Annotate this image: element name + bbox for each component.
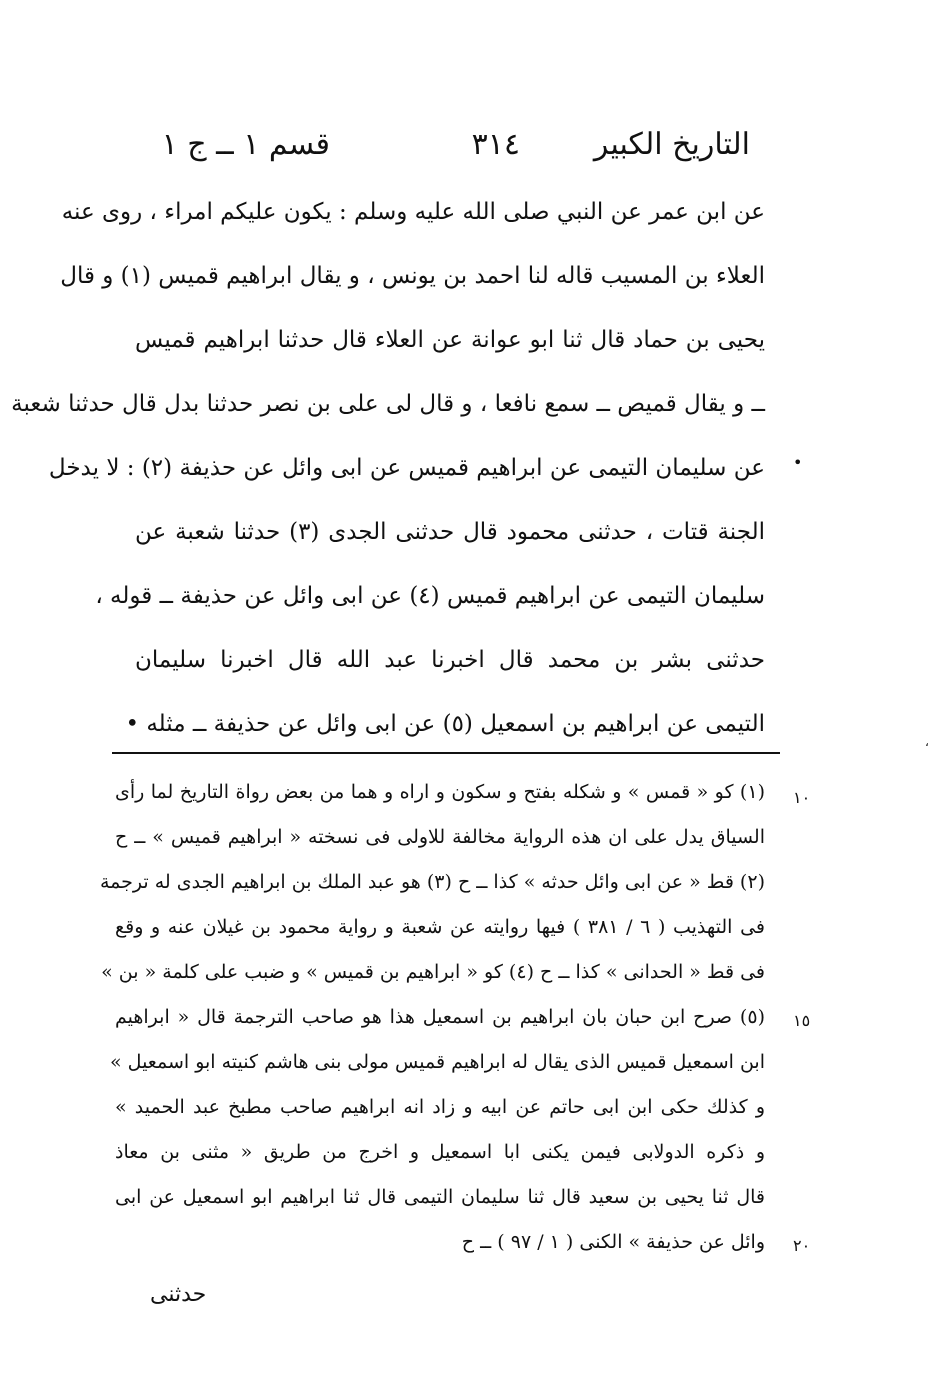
footnote-line: قال ثنا يحيى بن سعيد قال ثنا سليمان التيمى قال ثنا ابراهيم ابو اسمعيل عن ابى — [115, 1186, 765, 1208]
page-number: ٣١٤ — [471, 127, 520, 162]
line-number-20: ٢٠ — [793, 1236, 811, 1255]
book-title: التاريخ الكبير — [593, 127, 750, 162]
footnotes-block — [100, 770, 765, 1265]
line-number-15: ١٥ — [793, 1011, 811, 1030]
footnote-line: فى التهذيب ( ٦ / ٣٨١ ) فيها روايته عن شعبة و رواية محمود بن غيلان عنه و وقع — [115, 916, 765, 938]
footnote-line: (١) كو « قمس » و شكله بفتح و سكون و اراه و هما من بعض رواة التاريخ لما رأى — [115, 781, 765, 803]
text-line: سليمان التيمى عن ابراهيم قميس (٤) عن ابى وائل عن حذيفة ــ قوله ، — [95, 583, 765, 609]
footnote-line: و ذكره الدولابى فيمن يكنى ابا اسمعيل و اخرج من طريق « مثنى بن معاذ — [115, 1141, 765, 1163]
text-line: عن سليمان التيمى عن ابراهيم قميس عن ابى وائل عن حذيفة (٢) : لا يدخل — [48, 455, 765, 481]
text-line: ــ و يقال قميص ــ سمع نافعا ، و قال لى على بن نصر حدثنا بدل قال حدثنا شعبة — [11, 391, 765, 417]
margin-mark: ، — [925, 735, 929, 749]
footnote-line: (٥) صرح ابن حبان بان ابراهيم بن اسمعيل هذا هو صاحب الترجمة قال « ابراهيم — [115, 1006, 765, 1028]
margin-bullet: • — [793, 453, 803, 472]
footnote-line: و كذلك حكى ابن ابى حاتم عن ابيه و زاد انه ابراهيم صاحب مطبخ عبد الحميد » — [115, 1096, 765, 1118]
text-line: العلاء بن المسيب قاله لنا احمد بن يونس ، و يقال ابراهيم قميس (١) و قال — [60, 263, 765, 289]
page-header — [150, 120, 750, 170]
main-text-block — [11, 180, 765, 756]
text-line: يحيى بن حماد قال ثنا ابو عوانة عن العلاء قال حدثنا ابراهيم قميس — [135, 327, 765, 353]
footnote-line: فى قط « الحدانى » كذا ــ ح (٤) كو « ابراهيم بن قميس » و ضبب على كلمة « بن » — [101, 961, 765, 983]
footnote-line: ابن اسمعيل قميس الذى يقال له ابراهيم قميس مولى بنى هاشم كنيته ابو اسمعيل » — [110, 1051, 765, 1073]
footnote-line: (٢) قط « عن ابى وائل حدثه » كذا ــ ح (٣) هو عبد الملك بن ابراهيم الجدى له ترجمة — [100, 871, 765, 893]
text-line: الجنة قتات ، حدثنى محمود قال حدثنى الجدى (٣) حدثنا شعبة عن — [135, 519, 765, 545]
footnote-line: وائل عن حذيفة » الكنى ( ١ / ٩٧ ) ــ ح — [461, 1231, 765, 1253]
section-volume-label: قسم ١ ــ ج ١ — [161, 127, 330, 162]
text-line: عن ابن عمر عن النبي صلى الله عليه وسلم : يكون عليكم امراء ، روى عنه — [61, 199, 765, 225]
footnote-line: السياق يدل على ان هذه الرواية مخالفة للاولى فى نسخته « ابراهيم قميس » ــ ح — [115, 826, 765, 848]
line-number-10: ١٠ — [793, 788, 811, 807]
footnote-divider — [112, 752, 780, 754]
catchword: حدثنى — [150, 1282, 207, 1307]
text-line: حدثنى بشر بن محمد قال اخبرنا عبد الله قال اخبرنا سليمان — [135, 647, 765, 673]
text-line: التيمى عن ابراهيم بن اسمعيل (٥) عن ابى وائل عن حذيفة ــ مثله • — [125, 711, 765, 737]
